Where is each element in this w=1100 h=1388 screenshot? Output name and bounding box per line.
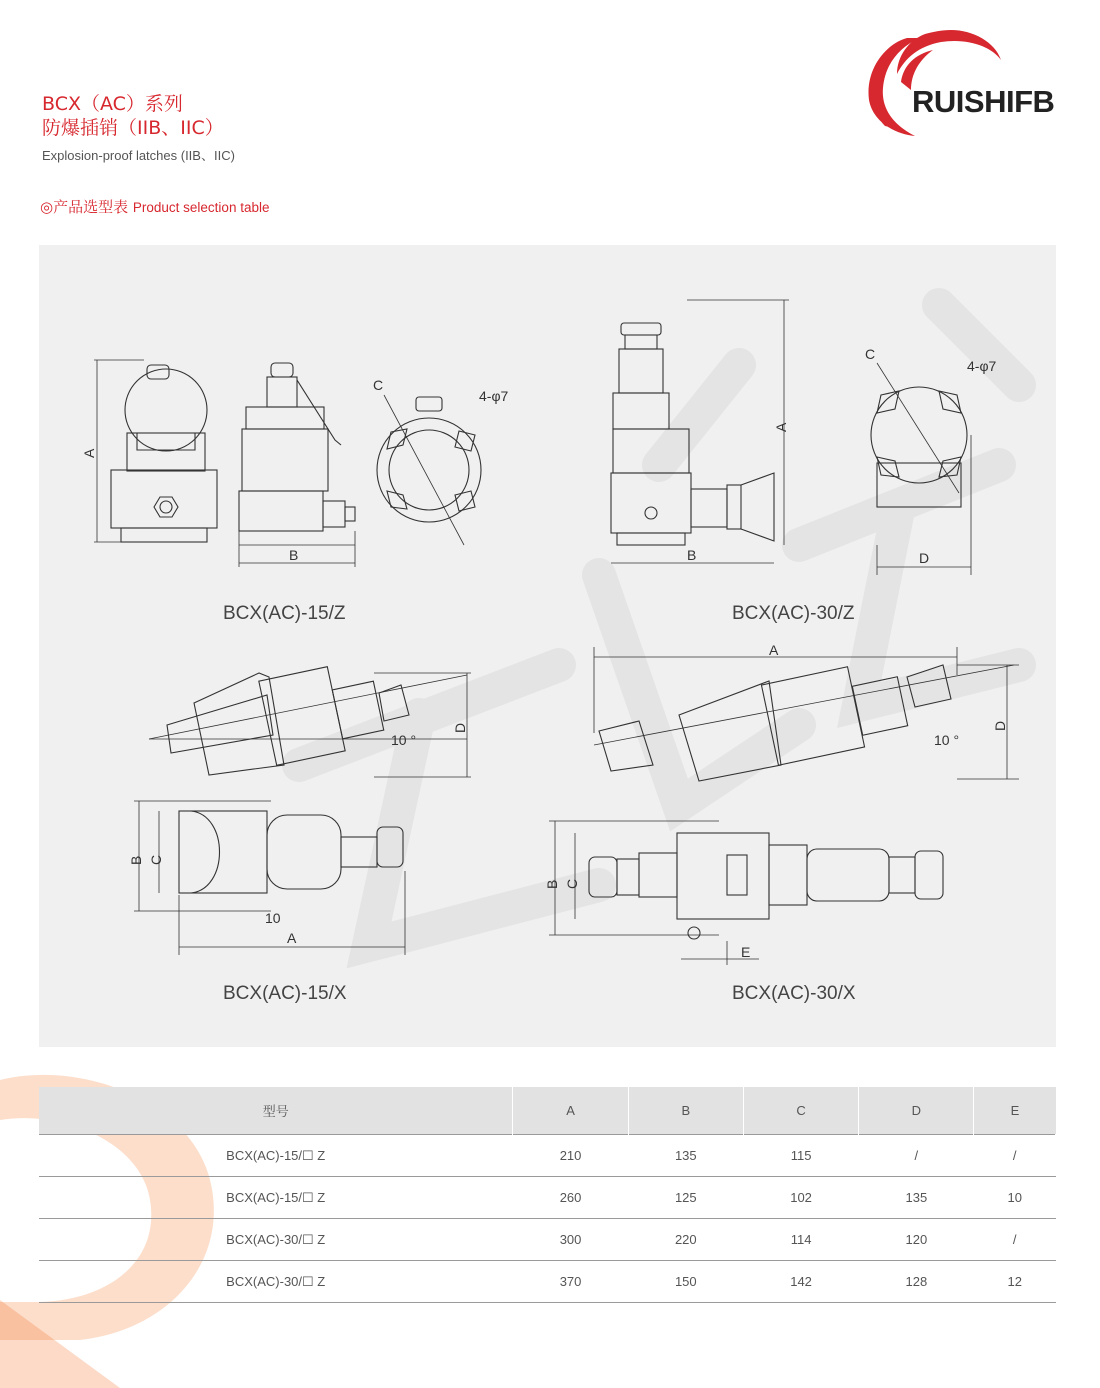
caption-15z: BCX(AC)-15/Z <box>223 603 346 624</box>
cell-c: 102 <box>743 1177 858 1219</box>
cell-b: 125 <box>628 1177 743 1219</box>
dim-label-c-15x: C <box>148 854 164 865</box>
cell-e: 12 <box>974 1261 1056 1303</box>
col-header-a: A <box>513 1087 628 1135</box>
cell-model: BCX(AC)-30/☐ Z <box>39 1261 513 1303</box>
col-header-d: D <box>859 1087 974 1135</box>
dim-label-d-30x: D <box>992 720 1008 731</box>
dim-label-b-15z: B <box>289 547 299 563</box>
dim-label-c-30x: C <box>564 878 580 889</box>
cell-a: 300 <box>513 1219 628 1261</box>
dim-label-b-30x: B <box>544 879 560 889</box>
dim-label-d-15x: D <box>452 722 468 733</box>
cell-c: 142 <box>743 1261 858 1303</box>
cell-c: 114 <box>743 1219 858 1261</box>
cell-e: 10 <box>974 1177 1056 1219</box>
page-title <box>42 92 224 140</box>
dim-label-a-15z: A <box>81 448 97 458</box>
table-header-row <box>39 1087 1056 1135</box>
col-header-e: E <box>974 1087 1056 1135</box>
col-header-c: C <box>743 1087 858 1135</box>
caption-30z: BCX(AC)-30/Z <box>732 603 855 624</box>
dim-label-a-15x: A <box>287 930 297 946</box>
table-row <box>39 1135 1056 1177</box>
section-marker-icon: ◎ <box>40 198 54 216</box>
dim-label-c-15z: C <box>373 377 384 393</box>
table-row <box>39 1177 1056 1219</box>
cell-a: 370 <box>513 1261 628 1303</box>
section-heading <box>40 196 269 217</box>
product-selection-table <box>39 1087 1056 1303</box>
dim-label-holes-15z: 4-φ7 <box>479 388 509 404</box>
dim-label-a-30z: A <box>773 422 789 432</box>
drawing-15z-flange <box>377 395 481 545</box>
section-title-en: Product selection table <box>132 200 270 215</box>
cell-d: 135 <box>859 1177 974 1219</box>
cell-c: 115 <box>743 1135 858 1177</box>
angle-label-30x: 10 ° <box>934 732 960 748</box>
caption-30x: BCX(AC)-30/X <box>732 983 856 1004</box>
cell-model: BCX(AC)-15/☐ Z <box>39 1135 513 1177</box>
table-row <box>39 1261 1056 1303</box>
watermark <box>299 305 1019 945</box>
cell-b: 150 <box>628 1261 743 1303</box>
dim-label-holes-30z: 4-φ7 <box>967 358 997 374</box>
table-row <box>39 1219 1056 1261</box>
cell-d: 120 <box>859 1219 974 1261</box>
cell-d: 128 <box>859 1261 974 1303</box>
dim-label-b-15x: B <box>128 855 144 865</box>
caption-15x: BCX(AC)-15/X <box>223 983 347 1004</box>
technical-drawings-panel <box>39 245 1056 1047</box>
title-series: BCX（AC）系列 <box>42 93 183 115</box>
cell-model: BCX(AC)-30/☐ Z <box>39 1219 513 1261</box>
drawing-15z-front <box>94 360 217 542</box>
title-product: 防爆插销（IIB、IIC） <box>42 117 224 139</box>
cell-a: 260 <box>513 1177 628 1219</box>
drawing-15z-side <box>239 363 355 567</box>
col-header-model: 型号 <box>39 1087 513 1135</box>
dim-label-e-30x: E <box>741 944 751 960</box>
cell-b: 135 <box>628 1135 743 1177</box>
dim-label-10-15x: 10 <box>265 910 281 926</box>
page-subtitle: Explosion-proof latches (IIB、IIC) <box>42 148 235 163</box>
dim-label-d-30z: D <box>919 550 930 566</box>
cell-a: 210 <box>513 1135 628 1177</box>
col-header-b: B <box>628 1087 743 1135</box>
dimension-drawings <box>39 245 1056 1047</box>
cell-d: / <box>859 1135 974 1177</box>
ruishifb-logo <box>855 30 1060 142</box>
section-title-cn: 产品选型表 <box>53 198 129 216</box>
angle-label-15x: 10 ° <box>391 732 417 748</box>
logo-text: RUISHIFB <box>912 84 1055 119</box>
cell-e: / <box>974 1219 1056 1261</box>
cell-model: BCX(AC)-15/☐ Z <box>39 1177 513 1219</box>
dim-label-c-30z: C <box>865 346 876 362</box>
dim-label-a-30x: A <box>769 642 779 658</box>
cell-e: / <box>974 1135 1056 1177</box>
cell-b: 220 <box>628 1219 743 1261</box>
dim-label-b-30z: B <box>687 547 697 563</box>
